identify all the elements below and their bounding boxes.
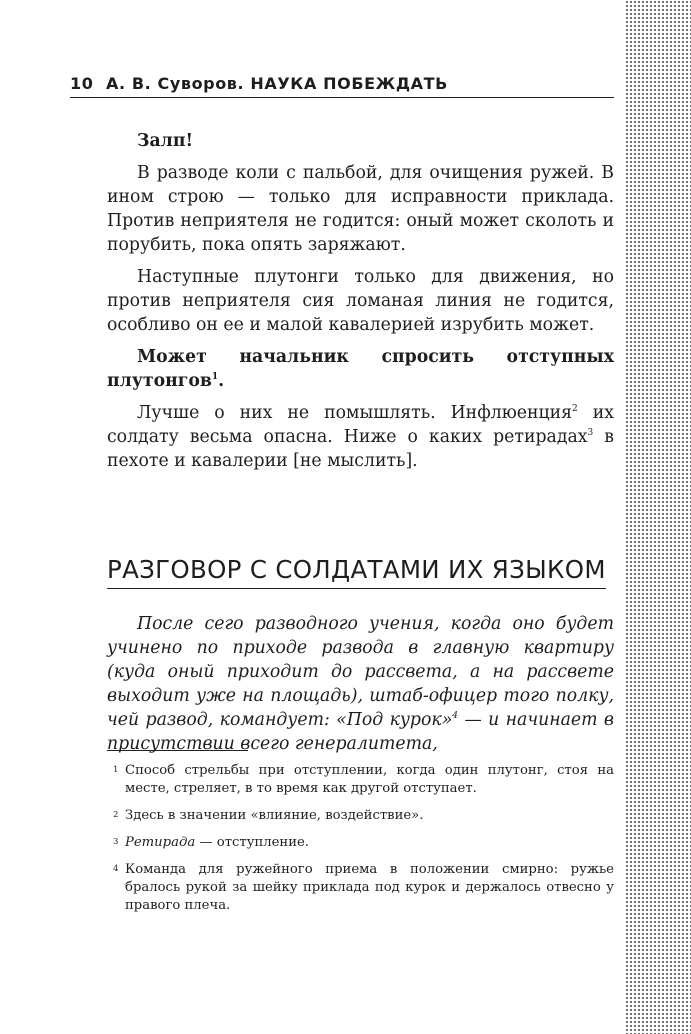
running-head (70, 73, 614, 98)
page-number: 10 (70, 74, 94, 93)
intro-paragraph (107, 612, 614, 756)
paragraph-volley: Залп! (137, 131, 194, 151)
footnote-mark: 4 (113, 864, 119, 874)
footnote-mark: 2 (113, 810, 119, 820)
paragraph-answer (107, 401, 614, 473)
footnote-1 (107, 762, 614, 798)
question-tail: . (218, 371, 225, 391)
question-text: Может начальник спросить отступных плутонгов (107, 347, 614, 391)
footnote-4 (107, 861, 614, 915)
answer-text-c: в пехоте и кавалерии [не мыслить]. (107, 427, 614, 471)
intro-text-a: После сего разводного учения, когда оно будет учинено по приходе развода в главную квартиру (куда оный приходит до рассвета, а на рассвете выходит уже на площадь), штаб-офицер того полку, чей развод, командует: «Под курок» (107, 614, 614, 730)
footnote-text: Здесь в значении «влияние, воздействие». (125, 808, 424, 823)
footnote-text: Команда для ружейного приема в положении смирно: ружье бралось рукой за шейку приклада под курок и держалось отвесно у правого плеча. (125, 862, 614, 913)
paragraph-drill: В разводе коли с пальбой, для очищения ружей. В ином строю — только для исправности приклада. Против неприятеля не годится: оный может сколоть и порубить, пока опять заряжают. (107, 163, 614, 255)
body-text (107, 129, 614, 481)
footnote-term: Ретирада (125, 835, 196, 850)
answer-text-b: их солдату весьма опасна. Ниже о каких ретирадах (107, 403, 614, 447)
footnote-ref-3: 3 (587, 428, 594, 438)
section-heading (107, 553, 614, 589)
footnote-3 (107, 834, 614, 852)
footnote-divider (107, 750, 248, 751)
running-head-title: А. В. Суворов. НАУКА ПОБЕЖДАТЬ (106, 74, 448, 93)
section-heading-text: РАЗГОВОР С СОЛДАТАМИ ИХ ЯЗЫКОМ (107, 553, 606, 589)
footnote-text: Способ стрельбы при отступлении, когда один плутонг, стоя на месте, стреляет, в то время как другой отступает. (125, 763, 614, 796)
intro-text-b: — и начинает в присутствии всего генералитета, (107, 710, 614, 754)
footnotes (107, 762, 614, 924)
footnote-2 (107, 807, 614, 825)
paragraph-platoons: Наступные плутонги только для движения, но против неприятеля сия ломаная линия не годится, особливо он ее и малой кавалерией изрубить может. (107, 267, 614, 335)
footnote-ref-2: 2 (572, 404, 578, 414)
footnote-mark: 1 (113, 765, 119, 775)
footnote-ref-1: 1 (211, 372, 219, 382)
paragraph-question (107, 345, 614, 393)
answer-text-a: Лучше о них не помышлять. Инфлюенция (137, 403, 573, 423)
footnote-ref-4: 4 (452, 711, 459, 721)
page-edge-halftone (625, 0, 691, 1034)
footnote-mark: 3 (113, 837, 119, 847)
footnote-text: — отступление. (195, 835, 309, 850)
